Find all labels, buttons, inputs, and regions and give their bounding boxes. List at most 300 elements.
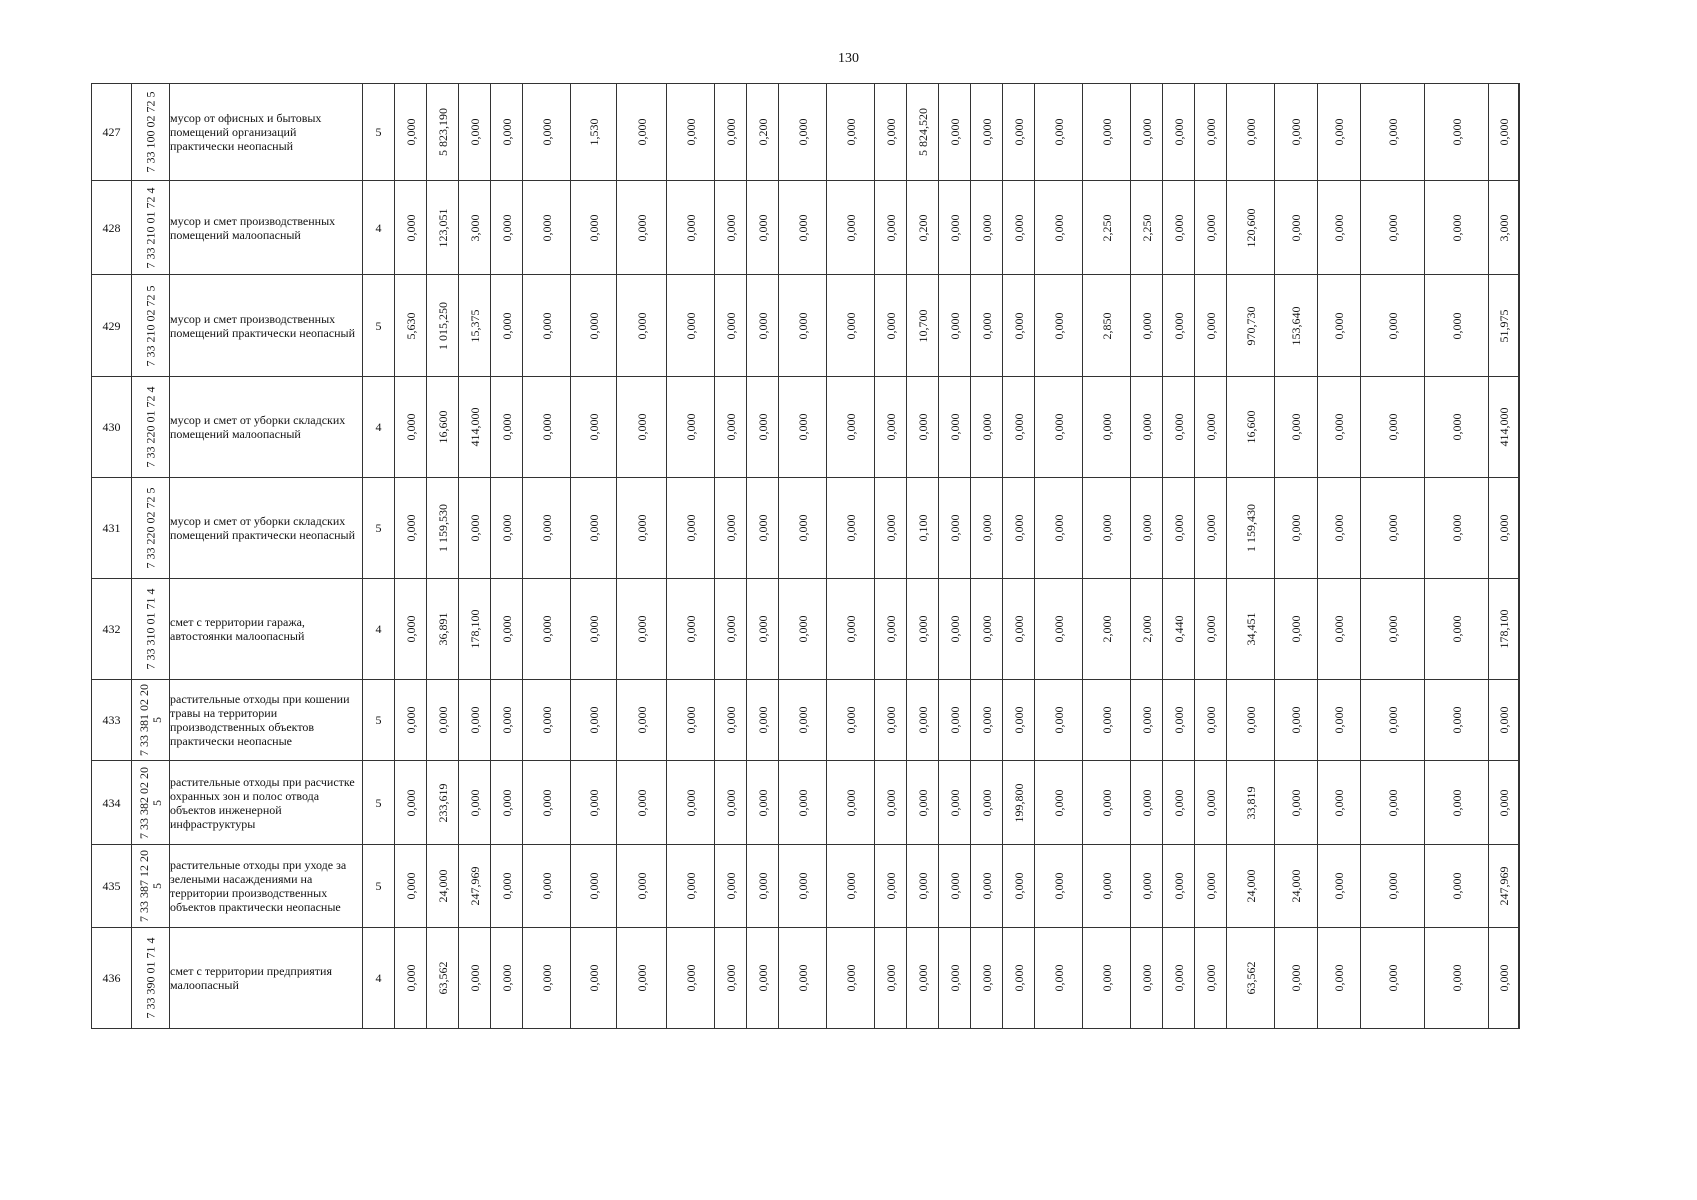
value-cell: [395, 181, 427, 275]
cell-value: 0,000: [755, 413, 770, 441]
value-cell: [459, 275, 491, 377]
value-cell: [1361, 275, 1425, 377]
value-cell: [1003, 680, 1035, 761]
value-cell: [939, 845, 971, 928]
value-cell: [1275, 579, 1318, 680]
value-cell: [1519, 845, 1520, 928]
cell-value: 0,000: [1011, 706, 1026, 734]
value-cell: [1489, 928, 1519, 1029]
cell-value: 0,000: [683, 706, 698, 734]
value-cell: [1163, 478, 1195, 579]
cell-value: 0,000: [947, 118, 962, 146]
cell-value: 0,000: [755, 514, 770, 542]
table-row: [92, 761, 1520, 845]
cell-value: 33,819: [1243, 786, 1258, 819]
waste-code-cell: [132, 275, 170, 377]
value-cell: [907, 377, 939, 478]
cell-value: 0,000: [683, 312, 698, 339]
cell-value: 0,000: [499, 312, 514, 339]
cell-value: 0,000: [1011, 514, 1026, 542]
value-cell: [1318, 928, 1361, 1029]
value-cell: [1489, 761, 1519, 845]
value-cell: [1361, 845, 1425, 928]
cell-value: 0,000: [1099, 872, 1114, 900]
cell-value: 2,000: [1139, 615, 1154, 643]
cell-value: 0,000: [979, 872, 994, 900]
value-cell: [875, 928, 907, 1029]
cell-value: 0,000: [883, 789, 898, 816]
cell-value: 0,000: [467, 514, 482, 542]
cell-value: 0,000: [1171, 964, 1186, 992]
value-cell: [1425, 928, 1489, 1029]
cell-value: 0,000: [539, 514, 554, 542]
cell-value: 0,000: [795, 312, 810, 339]
value-cell: [395, 84, 427, 181]
row-number: 432: [92, 579, 132, 680]
cell-value: 15,375: [467, 309, 482, 342]
value-cell: [491, 928, 523, 1029]
cell-value: 0,000: [403, 118, 418, 146]
cell-value: 0,000: [499, 964, 514, 992]
value-cell: [875, 84, 907, 181]
cell-value: 0,000: [915, 615, 930, 643]
cell-value: 0,000: [1051, 214, 1066, 241]
value-cell: [523, 928, 571, 1029]
value-cell: [571, 84, 617, 181]
value-cell: [1227, 579, 1275, 680]
value-cell: [667, 579, 715, 680]
cell-value: 0,000: [947, 789, 962, 816]
cell-value: 0,100: [915, 514, 930, 542]
hazard-class: 4: [363, 377, 395, 478]
value-cell: [971, 275, 1003, 377]
cell-value: 0,000: [1203, 964, 1218, 992]
value-cell: [1195, 845, 1227, 928]
value-cell: [1519, 761, 1520, 845]
value-cell: [1519, 84, 1520, 181]
cell-value: 0,000: [723, 789, 738, 816]
cell-value: 0,000: [915, 789, 930, 816]
cell-value: 0,000: [1171, 872, 1186, 900]
cell-value: 0,000: [755, 615, 770, 643]
value-cell: [1227, 275, 1275, 377]
value-cell: [1489, 579, 1519, 680]
value-cell: [523, 275, 571, 377]
cell-value: [1519, 789, 1520, 816]
value-cell: [1425, 84, 1489, 181]
cell-value: 0,000: [634, 413, 649, 441]
value-cell: [1227, 377, 1275, 478]
cell-value: [1519, 515, 1520, 542]
waste-code-cell: [132, 84, 170, 181]
value-cell: [1361, 181, 1425, 275]
cell-value: 0,000: [883, 964, 898, 992]
cell-value: 0,000: [403, 413, 418, 441]
cell-value: 0,000: [539, 312, 554, 339]
cell-value: 0,200: [915, 214, 930, 241]
waste-code: 7 33 100 02 72 5: [143, 91, 157, 173]
value-cell: [395, 761, 427, 845]
cell-value: 0,000: [883, 214, 898, 241]
value-cell: [747, 377, 779, 478]
waste-table: [91, 83, 1520, 1029]
cell-value: 2,250: [1139, 214, 1154, 241]
cell-value: 0,000: [586, 706, 601, 734]
cell-value: 0,000: [1332, 214, 1346, 241]
value-cell: [1035, 84, 1083, 181]
cell-value: 0,000: [1171, 706, 1186, 734]
cell-value: 0,000: [1385, 615, 1400, 643]
value-cell: [747, 478, 779, 579]
cell-value: 3,000: [1496, 214, 1511, 241]
value-cell: [459, 377, 491, 478]
hazard-class: 5: [363, 84, 395, 181]
value-cell: [617, 761, 667, 845]
value-cell: [427, 377, 459, 478]
value-cell: [1083, 761, 1131, 845]
cell-value: 0,000: [723, 514, 738, 542]
cell-value: 0,000: [1449, 118, 1464, 146]
cell-value: 0,000: [403, 789, 418, 816]
cell-value: 0,000: [1203, 615, 1218, 643]
value-cell: [1035, 928, 1083, 1029]
row-number: 430: [92, 377, 132, 478]
value-cell: [1318, 579, 1361, 680]
value-cell: [1318, 181, 1361, 275]
cell-value: 0,000: [1171, 118, 1186, 146]
cell-value: 414,000: [1496, 407, 1511, 447]
cell-value: 63,562: [1243, 961, 1258, 995]
cell-value: 0,000: [883, 615, 898, 643]
value-cell: [827, 761, 875, 845]
value-cell: [1131, 275, 1163, 377]
value-cell: [1519, 928, 1520, 1029]
cell-value: 0,000: [586, 514, 601, 542]
waste-code-cell: [132, 680, 170, 761]
cell-value: 0,000: [634, 706, 649, 734]
waste-code-cell: [132, 579, 170, 680]
cell-value: 0,000: [586, 312, 601, 339]
waste-code-cell: [132, 928, 170, 1029]
value-cell: [1275, 478, 1318, 579]
value-cell: [779, 761, 827, 845]
cell-value: 0,000: [979, 789, 994, 816]
cell-value: 0,000: [1171, 789, 1186, 816]
value-cell: [971, 845, 1003, 928]
hazard-class: 4: [363, 579, 395, 680]
value-cell: [395, 579, 427, 680]
cell-value: 0,000: [467, 118, 482, 146]
value-cell: [1163, 680, 1195, 761]
cell-value: 0,000: [1051, 615, 1066, 643]
cell-value: 34,451: [1243, 612, 1258, 646]
value-cell: [1361, 377, 1425, 478]
value-cell: [939, 761, 971, 845]
value-cell: [875, 579, 907, 680]
value-cell: [1489, 845, 1519, 928]
value-cell: [1519, 275, 1520, 377]
value-cell: [523, 84, 571, 181]
value-cell: [491, 377, 523, 478]
cell-value: 0,000: [499, 872, 514, 900]
cell-value: 0,000: [1011, 214, 1026, 241]
row-number: 429: [92, 275, 132, 377]
value-cell: [827, 579, 875, 680]
cell-value: 0,000: [403, 214, 418, 241]
value-cell: [617, 275, 667, 377]
value-cell: [1227, 478, 1275, 579]
cell-value: 0,000: [1011, 312, 1026, 339]
cell-value: 0,000: [1099, 706, 1114, 734]
value-cell: [939, 181, 971, 275]
waste-code: 7 33 220 01 72 4: [143, 386, 157, 468]
table-row: [92, 84, 1520, 181]
cell-value: 0,000: [1289, 118, 1303, 146]
value-cell: [827, 181, 875, 275]
value-cell: [459, 680, 491, 761]
cell-value: 0,000: [1203, 118, 1218, 146]
value-cell: [1003, 928, 1035, 1029]
cell-value: 1,530: [586, 118, 601, 146]
value-cell: [779, 845, 827, 928]
cell-value: [1519, 414, 1520, 441]
cell-value: 0,000: [1385, 118, 1400, 146]
table-row: [92, 478, 1520, 579]
waste-name: растительные отходы при расчистке охранных зон и полос отвода объектов инженерной инфраструктуры: [170, 761, 363, 845]
cell-value: 0,000: [539, 214, 554, 241]
value-cell: [1003, 845, 1035, 928]
value-cell: [667, 761, 715, 845]
cell-value: 0,000: [1051, 964, 1066, 992]
waste-code-cell: [132, 478, 170, 579]
cell-value: 0,000: [634, 312, 649, 339]
cell-value: 0,000: [915, 706, 930, 734]
value-cell: [715, 377, 747, 478]
cell-value: 0,000: [1385, 872, 1400, 900]
cell-value: 0,000: [979, 312, 994, 339]
cell-value: 0,000: [1139, 872, 1154, 900]
cell-value: 0,000: [1449, 872, 1464, 900]
hazard-class: 5: [363, 761, 395, 845]
value-cell: [1489, 478, 1519, 579]
value-cell: [779, 680, 827, 761]
cell-value: 0,000: [586, 413, 601, 441]
cell-value: 414,000: [467, 407, 482, 447]
value-cell: [1361, 680, 1425, 761]
value-cell: [667, 84, 715, 181]
cell-value: 0,000: [947, 615, 962, 643]
cell-value: 0,000: [1496, 964, 1511, 992]
value-cell: [715, 579, 747, 680]
cell-value: 0,000: [843, 964, 858, 992]
hazard-class: 5: [363, 680, 395, 761]
cell-value: 0,000: [1289, 964, 1303, 992]
cell-value: 0,000: [499, 413, 514, 441]
cell-value: 0,000: [1139, 789, 1154, 816]
cell-value: 0,000: [795, 118, 810, 146]
cell-value: 3,000: [467, 214, 482, 241]
table-row: [92, 377, 1520, 478]
cell-value: 0,000: [1051, 118, 1066, 146]
value-cell: [1003, 579, 1035, 680]
value-cell: [1163, 377, 1195, 478]
value-cell: [571, 680, 617, 761]
value-cell: [1163, 845, 1195, 928]
row-number: 436: [92, 928, 132, 1029]
cell-value: 0,000: [467, 706, 482, 734]
cell-value: 0,000: [634, 789, 649, 816]
value-cell: [491, 275, 523, 377]
value-cell: [715, 845, 747, 928]
value-cell: [1163, 275, 1195, 377]
value-cell: [779, 579, 827, 680]
cell-value: 0,000: [755, 964, 770, 992]
value-cell: [1227, 761, 1275, 845]
cell-value: 0,000: [1051, 312, 1066, 339]
cell-value: 0,000: [403, 615, 418, 643]
value-cell: [1425, 275, 1489, 377]
cell-value: 0,000: [1139, 514, 1154, 542]
cell-value: 0,000: [1332, 514, 1346, 542]
cell-value: 0,000: [947, 964, 962, 992]
value-cell: [747, 84, 779, 181]
cell-value: [1519, 873, 1520, 900]
value-cell: [1195, 761, 1227, 845]
value-cell: [1131, 377, 1163, 478]
waste-name: смет с территории гаража, автостоянки малоопасный: [170, 579, 363, 680]
value-cell: [427, 478, 459, 579]
value-cell: [747, 845, 779, 928]
cell-value: 0,000: [979, 514, 994, 542]
value-cell: [617, 181, 667, 275]
cell-value: 0,000: [1099, 964, 1114, 992]
waste-name: мусор и смет от уборки складских помещений практически неопасный: [170, 478, 363, 579]
value-cell: [1195, 928, 1227, 1029]
value-cell: [715, 84, 747, 181]
value-cell: [939, 680, 971, 761]
value-cell: [491, 84, 523, 181]
hazard-class: 5: [363, 845, 395, 928]
value-cell: [395, 377, 427, 478]
row-number: 428: [92, 181, 132, 275]
cell-value: 0,000: [723, 615, 738, 643]
value-cell: [1195, 275, 1227, 377]
cell-value: 0,000: [1203, 214, 1218, 241]
cell-value: 0,000: [915, 413, 930, 441]
cell-value: [1519, 616, 1520, 643]
value-cell: [907, 275, 939, 377]
value-cell: [571, 761, 617, 845]
value-cell: [827, 275, 875, 377]
cell-value: 0,000: [539, 872, 554, 900]
cell-value: 0,000: [795, 706, 810, 734]
cell-value: 0,000: [979, 964, 994, 992]
cell-value: 0,000: [1385, 514, 1400, 542]
hazard-class: 5: [363, 478, 395, 579]
value-cell: [747, 181, 779, 275]
cell-value: 0,000: [1203, 872, 1218, 900]
cell-value: 0,000: [1332, 118, 1346, 146]
cell-value: 123,051: [435, 208, 450, 247]
value-cell: [427, 845, 459, 928]
value-cell: [1195, 478, 1227, 579]
cell-value: 24,000: [1289, 869, 1303, 903]
cell-value: 0,000: [883, 118, 898, 146]
value-cell: [427, 579, 459, 680]
value-cell: [1003, 275, 1035, 377]
cell-value: 0,000: [1243, 118, 1258, 146]
waste-name: мусор и смет производственных помещений малоопасный: [170, 181, 363, 275]
cell-value: 0,000: [723, 706, 738, 734]
cell-value: 0,000: [539, 789, 554, 816]
value-cell: [1035, 377, 1083, 478]
cell-value: 0,000: [683, 964, 698, 992]
cell-value: 0,000: [467, 789, 482, 816]
value-cell: [459, 845, 491, 928]
cell-value: 0,000: [1243, 706, 1258, 734]
value-cell: [1227, 84, 1275, 181]
cell-value: 0,000: [795, 964, 810, 992]
cell-value: 0,000: [499, 118, 514, 146]
value-cell: [1519, 680, 1520, 761]
value-cell: [571, 928, 617, 1029]
cell-value: 1 159,530: [435, 504, 450, 552]
waste-code-cell: [132, 845, 170, 928]
value-cell: [971, 579, 1003, 680]
value-cell: [1519, 377, 1520, 478]
value-cell: [1489, 377, 1519, 478]
value-cell: [1163, 84, 1195, 181]
value-cell: [875, 680, 907, 761]
value-cell: [1003, 478, 1035, 579]
value-cell: [1361, 84, 1425, 181]
cell-value: 199,800: [1011, 783, 1026, 822]
cell-value: 0,000: [1139, 964, 1154, 992]
cell-value: 0,000: [795, 789, 810, 816]
value-cell: [571, 181, 617, 275]
cell-value: 0,000: [1099, 514, 1114, 542]
cell-value: 0,000: [499, 706, 514, 734]
value-cell: [1318, 84, 1361, 181]
cell-value: 0,000: [843, 615, 858, 643]
value-cell: [1318, 761, 1361, 845]
value-cell: [1489, 275, 1519, 377]
cell-value: 0,000: [1051, 872, 1066, 900]
value-cell: [427, 275, 459, 377]
cell-value: 0,000: [586, 964, 601, 992]
value-cell: [459, 84, 491, 181]
value-cell: [827, 478, 875, 579]
cell-value: 51,975: [1496, 309, 1511, 342]
cell-value: 0,000: [723, 872, 738, 900]
value-cell: [827, 377, 875, 478]
cell-value: 0,000: [1051, 706, 1066, 734]
cell-value: 0,000: [683, 214, 698, 241]
waste-code: 7 33 387 12 20 5: [136, 850, 164, 922]
hazard-class: 5: [363, 275, 395, 377]
value-cell: [779, 928, 827, 1029]
value-cell: [1163, 181, 1195, 275]
cell-value: 0,000: [683, 413, 698, 441]
value-cell: [1083, 680, 1131, 761]
cell-value: 0,000: [634, 118, 649, 146]
cell-value: 0,000: [586, 872, 601, 900]
value-cell: [1131, 181, 1163, 275]
cell-value: 0,000: [586, 214, 601, 241]
cell-value: 247,969: [467, 866, 482, 906]
cell-value: 0,000: [979, 413, 994, 441]
value-cell: [1131, 845, 1163, 928]
